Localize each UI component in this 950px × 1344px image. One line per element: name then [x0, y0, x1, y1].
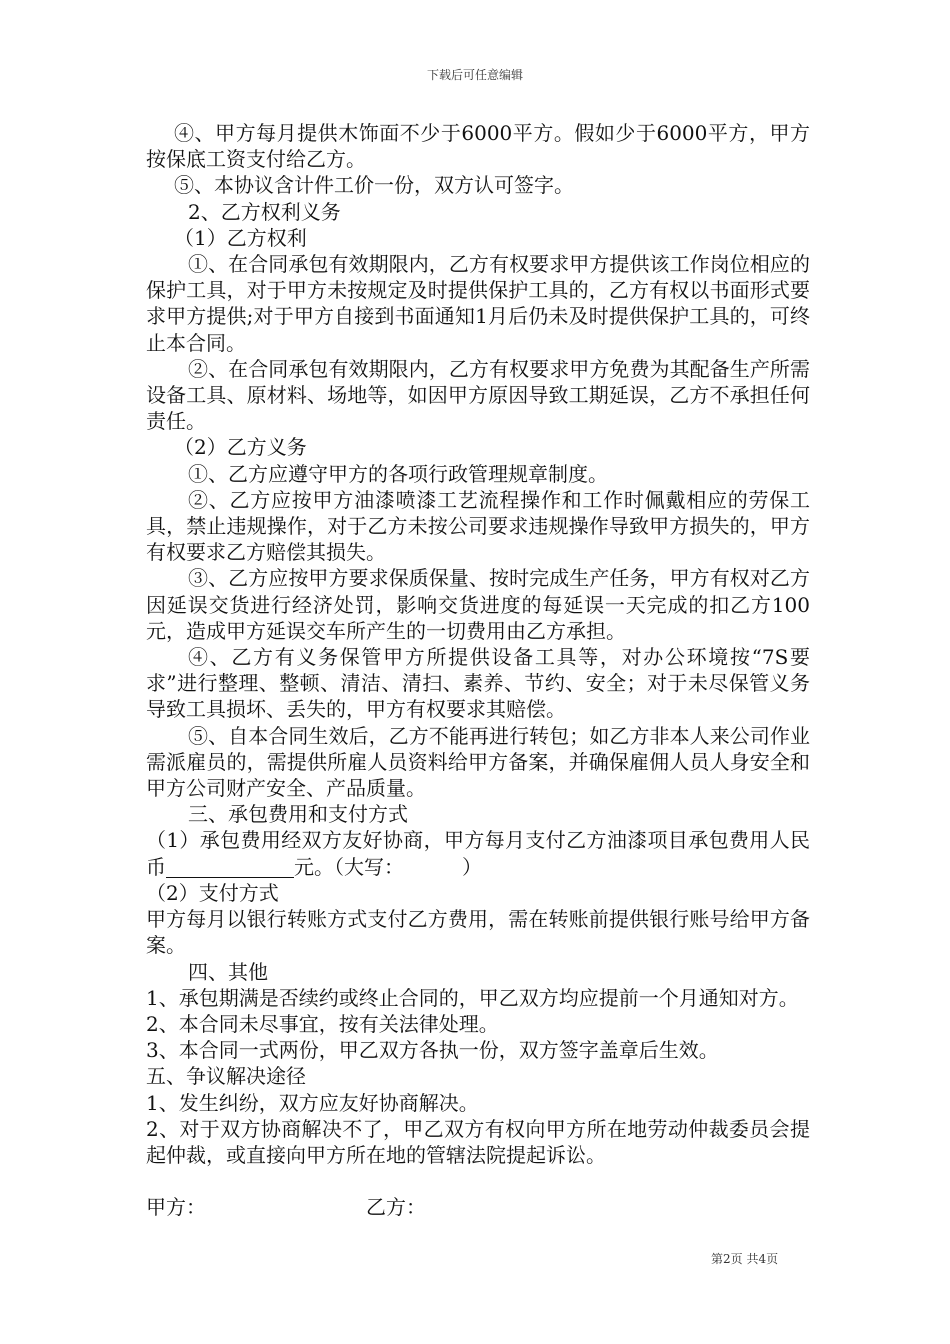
fee-paragraph	[146, 827, 810, 879]
page-footer: 第2页 共4页	[711, 1252, 779, 1266]
heading-fee: 三、承包费用和支付方式	[188, 802, 408, 827]
fee-text-pre: （1）承包费用经双方友好协商，甲方每月支付乙方油漆项目承包费用人民币	[146, 828, 810, 879]
party-a-signature: 甲方：	[146, 1195, 206, 1220]
fee-amount-blank[interactable]	[166, 857, 294, 878]
dispute-item-2: 2、对于双方协商解决不了，甲乙双方有权向甲方所在地劳动仲裁委员会提起仲裁，或直接向甲方所在地的管辖法院提起诉讼。	[146, 1116, 810, 1167]
heading-rights-duties: 2、乙方权利义务	[188, 199, 341, 224]
heading-rights: （1）乙方权利	[174, 225, 307, 250]
party-b-signature: 乙方：	[366, 1195, 426, 1220]
heading-duties: （2）乙方义务	[174, 435, 307, 460]
other-item-2: 2、本合同未尽事宜，按有关法律处理。	[146, 1011, 499, 1036]
page-header: 下载后可任意编辑	[426, 68, 523, 82]
signature-spacer	[146, 1168, 810, 1194]
duties-item-2: ②、乙方应按甲方油漆喷漆工艺流程操作和工作时佩戴相应的劳保工具，禁止违规操作，对于乙方未按公司要求违规操作导致甲方损失的，甲方有权要求乙方赔偿其损失。	[146, 487, 810, 565]
heading-payment: （2）支付方式	[146, 880, 279, 905]
duties-item-4: ④、乙方有义务保管甲方所提供设备工具等，对办公环境按“7S要求”进行整理、整顿、清洁、清扫、素养、节约、安全；对于未尽保管义务导致工具损坏、丢失的，甲方有权要求其赔偿。	[146, 645, 810, 722]
duties-item-5: ⑤、自本合同生效后，乙方不能再进行转包；如乙方非本人来公司作业需派雇员的，需提供所雇人员资料给甲方备案，并确保雇佣人员人身安全和甲方公司财产安全、产品质量。	[146, 723, 810, 801]
rights-item-2: ②、在合同承包有效期限内，乙方有权要求甲方免费为其配备生产所需设备工具、原材料、场地等，如因甲方原因导致工期延误，乙方不承担任何责任。	[146, 356, 810, 434]
other-item-1: 1、承包期满是否续约或终止合同的，甲乙双方均应提前一个月通知对方。	[146, 985, 799, 1010]
fee-text-post: 元。（大写：	[294, 854, 404, 879]
other-item-3: 3、本合同一式两份，甲乙双方各执一份，双方签字盖章后生效。	[146, 1038, 719, 1063]
duties-item-3: ③、乙方应按甲方要求保质保量、按时完成生产任务，甲方有权对乙方因延误交货进行经济处罚，影响交货进度的每延误一天完成的扣乙方100元，造成甲方延误交车所产生的一切费用由乙方承担。	[146, 566, 810, 643]
payment-paragraph: 甲方每月以银行转账方式支付乙方费用，需在转账前提供银行账号给甲方备案。	[146, 907, 810, 958]
heading-other: 四、其他	[188, 959, 268, 984]
rights-item-1: ①、在合同承包有效期限内，乙方有权要求甲方提供该工作岗位相应的保护工具，对于甲方未按规定及时提供保护工具的，乙方有权以书面形式要求甲方提供;对于甲方自接到书面通知1月后仍未及时提供保护工具的，可终止本合同。	[146, 252, 810, 355]
paragraph-min-area: ④、甲方每月提供木饰面不少于6000平方。假如少于6000平方，甲方按保底工资支付给乙方。	[146, 121, 810, 172]
dispute-item-1: 1、发生纠纷，双方应友好协商解决。	[146, 1090, 479, 1115]
heading-dispute: 五、争议解决途径	[146, 1064, 306, 1089]
contract-body	[146, 120, 810, 1220]
duties-item-1: ①、乙方应遵守甲方的各项行政管理规章制度。	[188, 461, 608, 486]
signature-row	[146, 1194, 810, 1220]
paragraph-piece-rate: ⑤、本协议含计件工价一份，双方认可签字。	[174, 173, 574, 198]
fee-text-close: ）	[462, 854, 482, 879]
